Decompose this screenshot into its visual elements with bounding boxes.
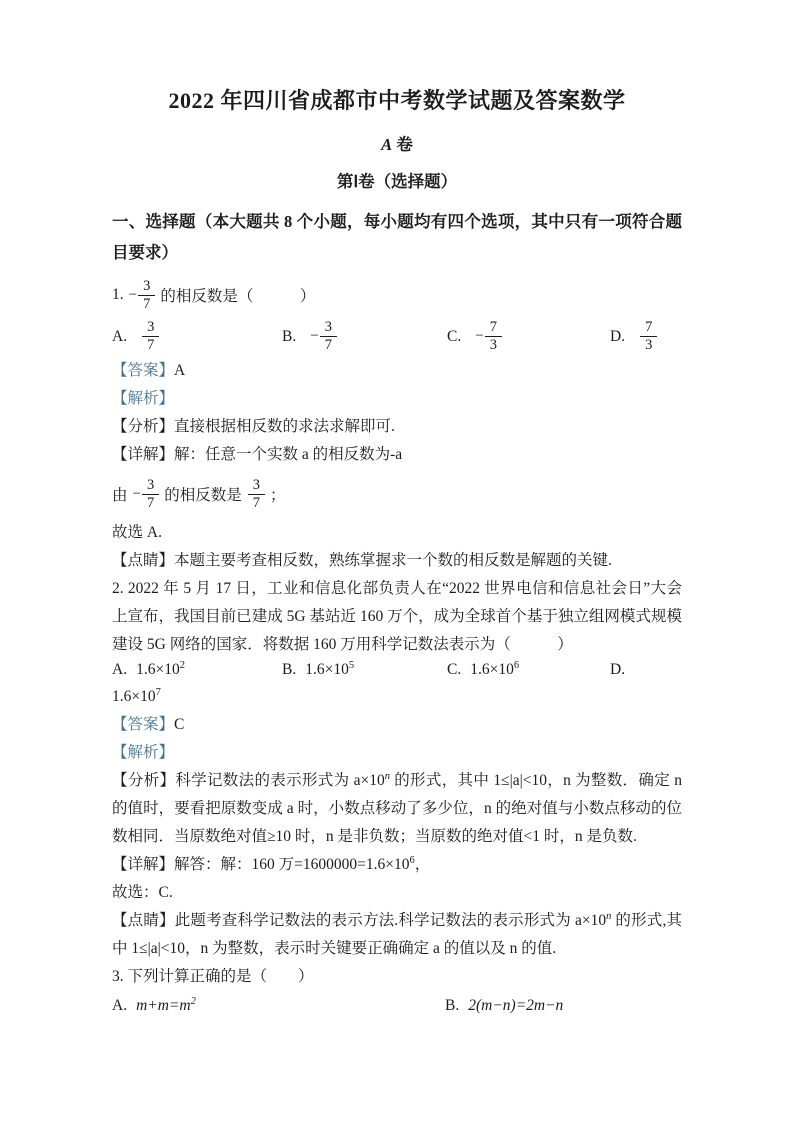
text-fragment: 【点睛】此题考查科学记数法的表示方法.科学记数法的表示形式为 a×10 bbox=[112, 912, 607, 929]
option-label: B. bbox=[445, 997, 460, 1014]
q1-stem-fraction bbox=[129, 279, 156, 312]
fraction-numerator: 7 bbox=[645, 319, 653, 335]
sci-base: 1.6×10 bbox=[470, 661, 514, 678]
option-label: A. bbox=[112, 997, 128, 1014]
q1-option-a bbox=[112, 320, 282, 353]
option-label: B. bbox=[282, 327, 297, 345]
sci-value bbox=[366, 856, 415, 873]
q2-xiangjie bbox=[112, 851, 682, 879]
q3-options-row bbox=[112, 997, 682, 1015]
derivation-post: ； bbox=[270, 487, 286, 504]
q3-option-a bbox=[112, 997, 445, 1015]
q2-option-b bbox=[282, 661, 447, 679]
q2-analysis-label bbox=[112, 739, 682, 767]
text-fragment: 【详解】解答：解：160 万=1600000= bbox=[112, 856, 366, 873]
fraction-denominator: 7 bbox=[138, 295, 155, 312]
option-fraction bbox=[475, 320, 502, 353]
option-label: D. bbox=[610, 661, 626, 678]
fraction-sign: − bbox=[132, 485, 141, 502]
option-expression bbox=[136, 997, 196, 1015]
option-label: A. bbox=[112, 327, 128, 345]
fraction-numerator: 7 bbox=[489, 319, 497, 335]
option-value bbox=[470, 661, 519, 679]
q1-fenxi: 【分析】直接根据相反数的求法求解即可. bbox=[112, 418, 395, 435]
sci-exponent-var: n bbox=[384, 770, 390, 782]
q3-option-b bbox=[445, 997, 682, 1015]
fraction-denominator: 7 bbox=[248, 494, 265, 511]
option-expression: 2(m−n)=2m−n bbox=[468, 997, 564, 1014]
option-label: B. bbox=[282, 661, 297, 678]
sci-exponent: 2 bbox=[179, 659, 185, 671]
option-value bbox=[136, 661, 185, 679]
fraction-numerator: 3 bbox=[324, 319, 332, 335]
expr-base: m+m=m bbox=[136, 997, 191, 1014]
q1-answer-value: A bbox=[174, 362, 186, 379]
fraction-denominator: 7 bbox=[142, 494, 159, 511]
fraction-denominator: 7 bbox=[320, 336, 337, 353]
doc-title: 2022 年四川省成都市中考数学试题及答案数学 bbox=[168, 88, 626, 113]
option-value bbox=[112, 688, 161, 705]
q1-derivation-line bbox=[112, 471, 682, 517]
q2-answer-value: C bbox=[174, 716, 185, 733]
option-value bbox=[305, 661, 354, 679]
sci-exponent: 7 bbox=[155, 686, 161, 698]
q1-stem-text: 的相反数是（ ） bbox=[160, 288, 316, 305]
section-heading: 第Ⅰ卷（选择题） bbox=[336, 172, 458, 191]
expr-exponent: 2 bbox=[190, 995, 196, 1007]
text-fragment: 【分析】科学记数法的表示形式为 a×10 bbox=[112, 772, 385, 789]
volume-letter: A bbox=[381, 135, 393, 154]
q1-conclusion: 故选 A. bbox=[112, 524, 162, 541]
volume-heading bbox=[112, 131, 682, 155]
option-fraction bbox=[639, 320, 657, 353]
q3-stem: 3. 下列计算正确的是（ ） bbox=[112, 968, 314, 985]
text-fragment: ， bbox=[414, 856, 431, 873]
q1-option-c bbox=[447, 320, 610, 353]
fraction-numerator: 3 bbox=[146, 476, 155, 493]
q2-stem: 2. 2022 年 5 月 17 日，工业和信息化部负责人在“2022 世界电信和信息社会日”大会上宣布，我国目前已建成 5G 基站近 160 万个，成为全球首个基于独立组网模式规模建设 5G 网络的国家．将数据 160 万用科学记数法表示为（ ） bbox=[112, 580, 682, 653]
option-label: C. bbox=[447, 661, 462, 678]
text-fragment: 的形式,其中 1≤|a|<10，n 为整数，表示时关键要正确确定 a 的值以及 n 的值. bbox=[112, 912, 682, 957]
q2-answer-line bbox=[112, 711, 682, 739]
fraction-sign: − bbox=[128, 286, 138, 303]
option-fraction bbox=[310, 320, 337, 353]
q1-analysis-label bbox=[112, 385, 682, 413]
q1-options-row bbox=[112, 320, 682, 353]
q1-option-d bbox=[610, 320, 682, 353]
fraction-numerator: 3 bbox=[252, 476, 260, 493]
derivation-pre: 由 bbox=[112, 487, 128, 504]
q2-conclusion: 故选：C. bbox=[112, 884, 173, 901]
q1-answer-line bbox=[112, 357, 682, 385]
derivation-mid: 的相反数是 bbox=[164, 487, 242, 504]
fraction-sign: − bbox=[310, 328, 319, 344]
fraction-denominator: 3 bbox=[640, 336, 657, 353]
q1-xiangjie: 【详解】解：任意一个实数 a 的相反数为-a bbox=[112, 446, 403, 463]
q2-fenxi bbox=[112, 767, 682, 851]
q2-dianjing bbox=[112, 907, 682, 963]
sci-exponent: 5 bbox=[348, 659, 355, 671]
fraction-sign: − bbox=[475, 328, 484, 344]
exam-document-page bbox=[112, 0, 682, 1015]
derivation-fraction-2 bbox=[247, 478, 265, 511]
option-label: A. bbox=[112, 661, 128, 678]
q1-dianjing: 【点睛】本题主要考查相反数，熟练掌握求一个数的相反数是解题的关键. bbox=[112, 552, 612, 569]
answer-label: 【答案】 bbox=[112, 362, 175, 379]
q2-options-row bbox=[112, 661, 682, 679]
text-fragment: 的形式，其中 1≤|a|<10，n 为整数．确定 n 的值时，要看把原数变成 a 时，小数点移动了多少位，n 的绝对值与小数点移动的位数相同．当原数绝对值≥10 时，n 是非负数；当原数的绝对值<1 时，n 是负数. bbox=[112, 772, 682, 845]
q2-option-d-overflow bbox=[112, 683, 682, 711]
q2-option-a bbox=[112, 661, 282, 679]
sci-exponent: 6 bbox=[409, 854, 415, 866]
q2-option-d bbox=[610, 661, 682, 679]
fraction-numerator: 3 bbox=[143, 277, 151, 294]
sci-base: 1.6×10 bbox=[112, 688, 156, 705]
answer-label: 【答案】 bbox=[112, 716, 175, 733]
sci-base: 1.6×10 bbox=[136, 661, 180, 678]
sci-exponent: 6 bbox=[513, 659, 520, 671]
q1-number: 1. bbox=[112, 286, 124, 303]
q1-option-b bbox=[282, 320, 447, 353]
option-fraction bbox=[141, 320, 159, 353]
fraction-denominator: 7 bbox=[142, 336, 159, 353]
analysis-label: 【解析】 bbox=[112, 744, 175, 761]
sci-base: 1.6×10 bbox=[305, 661, 349, 678]
fraction-denominator: 3 bbox=[485, 336, 502, 353]
option-label: C. bbox=[447, 327, 462, 345]
analysis-label: 【解析】 bbox=[112, 390, 175, 407]
volume-suffix: 卷 bbox=[392, 135, 413, 154]
section-instructions: 一、选择题（本大题共 8 个小题，每小题均有四个选项，其中只有一项符合题目要求） bbox=[112, 212, 682, 262]
fraction-numerator: 3 bbox=[147, 319, 155, 335]
sci-base: 1.6×10 bbox=[365, 856, 410, 873]
q1-stem bbox=[112, 272, 682, 318]
sci-exponent-var: n bbox=[606, 910, 612, 922]
option-label: D. bbox=[610, 327, 626, 345]
q2-option-c bbox=[447, 661, 610, 679]
derivation-fraction-1 bbox=[133, 478, 160, 511]
